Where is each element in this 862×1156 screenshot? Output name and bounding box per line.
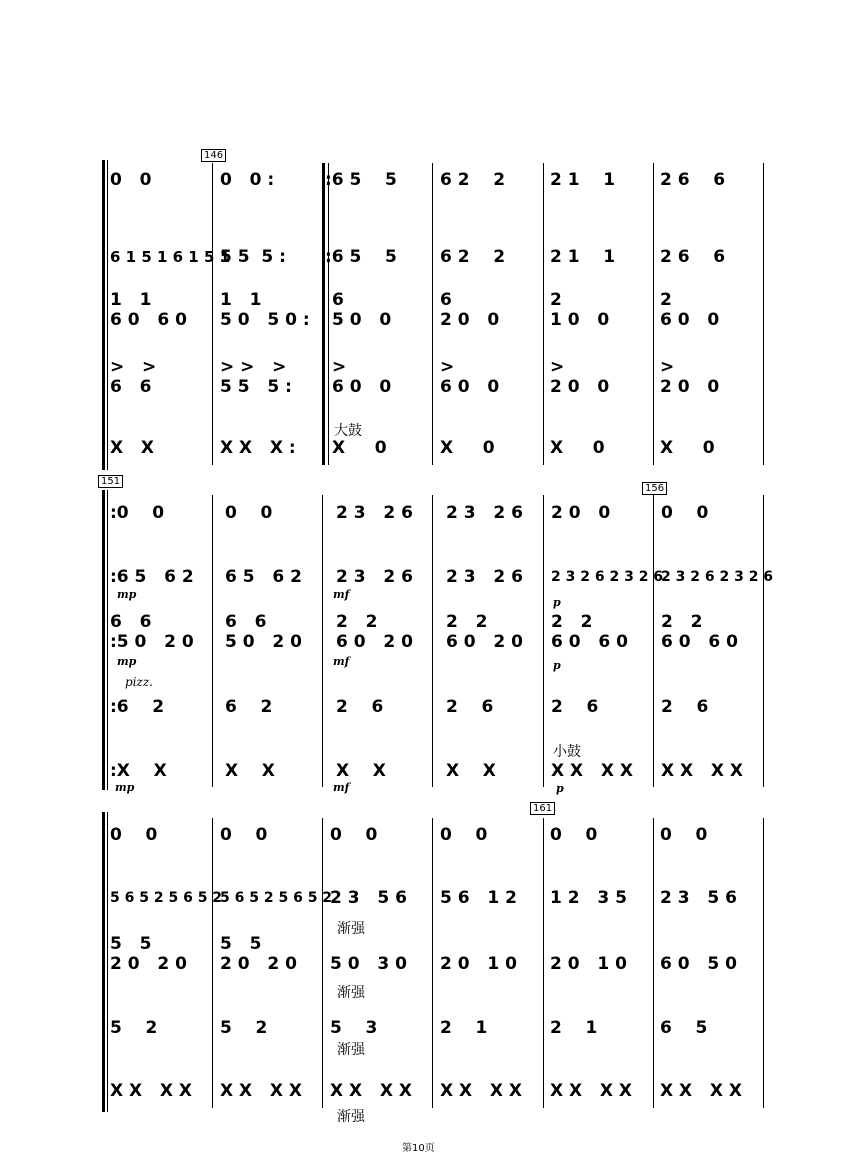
barline: [543, 163, 544, 465]
note-cell: 6 5 6 2: [225, 567, 302, 587]
repeat-barline: [322, 163, 325, 465]
note-cell: 2 0 1 0: [550, 954, 627, 974]
system-1: [0, 145, 862, 475]
note-cell: X X X X: [330, 1081, 413, 1101]
rehearsal-mark: 161: [530, 802, 555, 815]
note-cell: > 6 0 0: [332, 357, 392, 397]
rehearsal-mark: 156: [642, 482, 667, 495]
barline: [212, 163, 213, 465]
note-cell: 2 3 5 6: [330, 888, 407, 908]
note-cell: X X: [110, 438, 154, 458]
system-barline-left: [102, 812, 105, 1112]
note-cell: 0 0: [225, 503, 273, 523]
barline: [212, 495, 213, 787]
note-cell: X X X :: [220, 438, 296, 458]
note-cell: :6 2: [110, 697, 165, 717]
note-cell: 0 0: [110, 825, 158, 845]
note-cell: 0 0: [550, 825, 598, 845]
note-cell: 5 6 5 2 5 6 5 2: [220, 890, 333, 906]
note-cell: 6 6 :5 0 2 0: [110, 612, 194, 652]
system-barline-left: [102, 160, 105, 470]
rehearsal-mark: 151: [98, 475, 123, 488]
note-cell: X X X X: [220, 1081, 303, 1101]
note-cell: X X: [446, 761, 496, 781]
barline: [543, 495, 544, 787]
barline: [543, 818, 544, 1108]
note-cell: 2 6 6: [660, 170, 726, 190]
note-cell: 2 3 2 6 2 3 2 6: [551, 569, 664, 585]
barline: [322, 495, 323, 787]
note-cell: > 6 0 0: [440, 357, 500, 397]
note-cell: 2 2 6 0 2 0: [336, 612, 413, 652]
rehearsal-mark: 146: [201, 149, 226, 162]
note-cell: X 0: [550, 438, 605, 458]
barline: [763, 163, 764, 465]
note-cell: :6 5 6 2: [110, 567, 194, 587]
note-cell: X X X X: [110, 1081, 193, 1101]
system-barline-left-thin: [107, 812, 108, 1112]
note-cell: 2 6 6: [660, 247, 726, 267]
crescendo-text: 渐强: [337, 1042, 365, 1058]
note-cell: 0 0: [330, 825, 378, 845]
note-cell: X X X X: [660, 1081, 743, 1101]
dynamic-mark: p: [553, 659, 561, 672]
note-cell: > > 6 6: [110, 357, 157, 397]
barline: [653, 818, 654, 1108]
note-cell: > 2 0 0: [660, 357, 720, 397]
note-cell: X 0: [332, 438, 387, 458]
note-cell: 2 0 0: [551, 503, 611, 523]
note-cell: 5 0 3 0: [330, 954, 407, 974]
note-cell: 5 2: [110, 1018, 158, 1038]
note-cell: 2 6: [661, 697, 709, 717]
note-cell: 2 0 1 0: [440, 954, 517, 974]
dynamic-mark: mf: [333, 781, 350, 794]
note-cell: 0 0: [660, 825, 708, 845]
note-cell: 2 1: [550, 1018, 598, 1038]
barline: [763, 818, 764, 1108]
note-cell: 0 0: [440, 825, 488, 845]
note-cell: 2 2 6 0 6 0: [661, 612, 738, 652]
note-cell: X X: [336, 761, 386, 781]
note-cell: :X X: [110, 761, 167, 781]
note-cell: 0 0: [110, 170, 152, 190]
note-cell: 6 0 5 0: [660, 954, 737, 974]
barline: [432, 163, 433, 465]
page-number: 第10页: [402, 1143, 435, 1154]
note-cell: 2 3 5 6: [660, 888, 737, 908]
note-cell: 5 6 1 2: [440, 888, 517, 908]
pizz-marking: pizz.: [125, 675, 153, 689]
note-cell: 0 0: [661, 503, 709, 523]
dynamic-mark: mp: [115, 781, 135, 794]
note-cell: :6 5 5: [325, 170, 397, 190]
note-cell: 6 6 5 0 2 0: [225, 612, 302, 652]
system-3: [0, 800, 862, 1130]
system-barline-left-thin: [107, 160, 108, 470]
note-cell: 2 3 2 6: [446, 503, 523, 523]
note-cell: 6 2 0 0: [440, 290, 500, 330]
dynamic-mark: mf: [333, 655, 350, 668]
dynamic-mark: p: [556, 782, 564, 795]
note-cell: X X X X: [550, 1081, 633, 1101]
barline: [763, 495, 764, 787]
note-cell: 2 2 6 0 6 0: [551, 612, 628, 652]
note-cell: > 2 0 0: [550, 357, 610, 397]
note-cell: 6 2: [225, 697, 273, 717]
note-cell: 2 3 2 6: [336, 567, 413, 587]
dynamic-mark: p: [553, 596, 561, 609]
repeat-barline-thin: [328, 163, 329, 465]
note-cell: 2 6: [446, 697, 494, 717]
dynamic-mark: mp: [117, 655, 137, 668]
note-cell: > > > 5 5 5 :: [220, 357, 292, 397]
barline: [653, 163, 654, 465]
note-cell: X 0: [660, 438, 715, 458]
note-cell: 2 1 1: [550, 247, 616, 267]
note-cell: X 0: [440, 438, 495, 458]
note-cell: 5 5 2 0 2 0: [220, 934, 297, 974]
system-barline-left-thin: [107, 490, 108, 790]
system-barline-left: [102, 490, 105, 790]
barline: [653, 495, 654, 787]
instrument-label: 小鼓: [553, 744, 581, 760]
note-cell: X X X X: [440, 1081, 523, 1101]
note-cell: :0 0: [110, 503, 165, 523]
instrument-label: 大鼓: [334, 423, 362, 439]
note-cell: 6 1 5 1 6 1 5 1: [110, 248, 231, 266]
barline: [432, 818, 433, 1108]
note-cell: 2 6 0 0: [660, 290, 720, 330]
note-cell: X X X X: [551, 761, 634, 781]
note-cell: 6 5 0 0: [332, 290, 392, 330]
note-cell: 5 2: [220, 1018, 268, 1038]
note-cell: 2 1 1: [550, 170, 616, 190]
note-cell: 1 1 5 0 5 0 :: [220, 290, 310, 330]
note-cell: X X: [225, 761, 275, 781]
barline: [212, 818, 213, 1108]
note-cell: 6 2 2: [440, 247, 506, 267]
note-cell: X X X X: [661, 761, 744, 781]
note-cell: 1 2 3 5: [550, 888, 627, 908]
barline: [322, 818, 323, 1108]
barline: [432, 495, 433, 787]
note-cell: 5 5 2 0 2 0: [110, 934, 187, 974]
crescendo-text: 渐强: [337, 921, 365, 937]
note-cell: 5 3: [330, 1018, 378, 1038]
note-cell: 1 1 6 0 6 0: [110, 290, 187, 330]
note-cell: 5 5 5 :: [220, 247, 286, 267]
dynamic-mark: mp: [117, 588, 137, 601]
dynamic-mark: mf: [333, 588, 350, 601]
note-cell: 6 5: [660, 1018, 708, 1038]
note-cell: 6 2 2: [440, 170, 506, 190]
crescendo-text: 渐强: [337, 1109, 365, 1125]
note-cell: :6 5 5: [325, 247, 397, 267]
note-cell: 2 2 6 0 2 0: [446, 612, 523, 652]
note-cell: 2 3 2 6 2 3 2 6: [661, 569, 774, 585]
note-cell: 5 6 5 2 5 6 5 2: [110, 890, 223, 906]
note-cell: 0 0: [220, 825, 268, 845]
note-cell: 2 3 2 6: [446, 567, 523, 587]
crescendo-text: 渐强: [337, 985, 365, 1001]
note-cell: 0 0 :: [220, 170, 275, 190]
note-cell: 2 1 0 0: [550, 290, 610, 330]
system-2: [0, 475, 862, 795]
note-cell: 2 6: [551, 697, 599, 717]
note-cell: 2 1: [440, 1018, 488, 1038]
note-cell: 2 3 2 6: [336, 503, 413, 523]
note-cell: 2 6: [336, 697, 384, 717]
